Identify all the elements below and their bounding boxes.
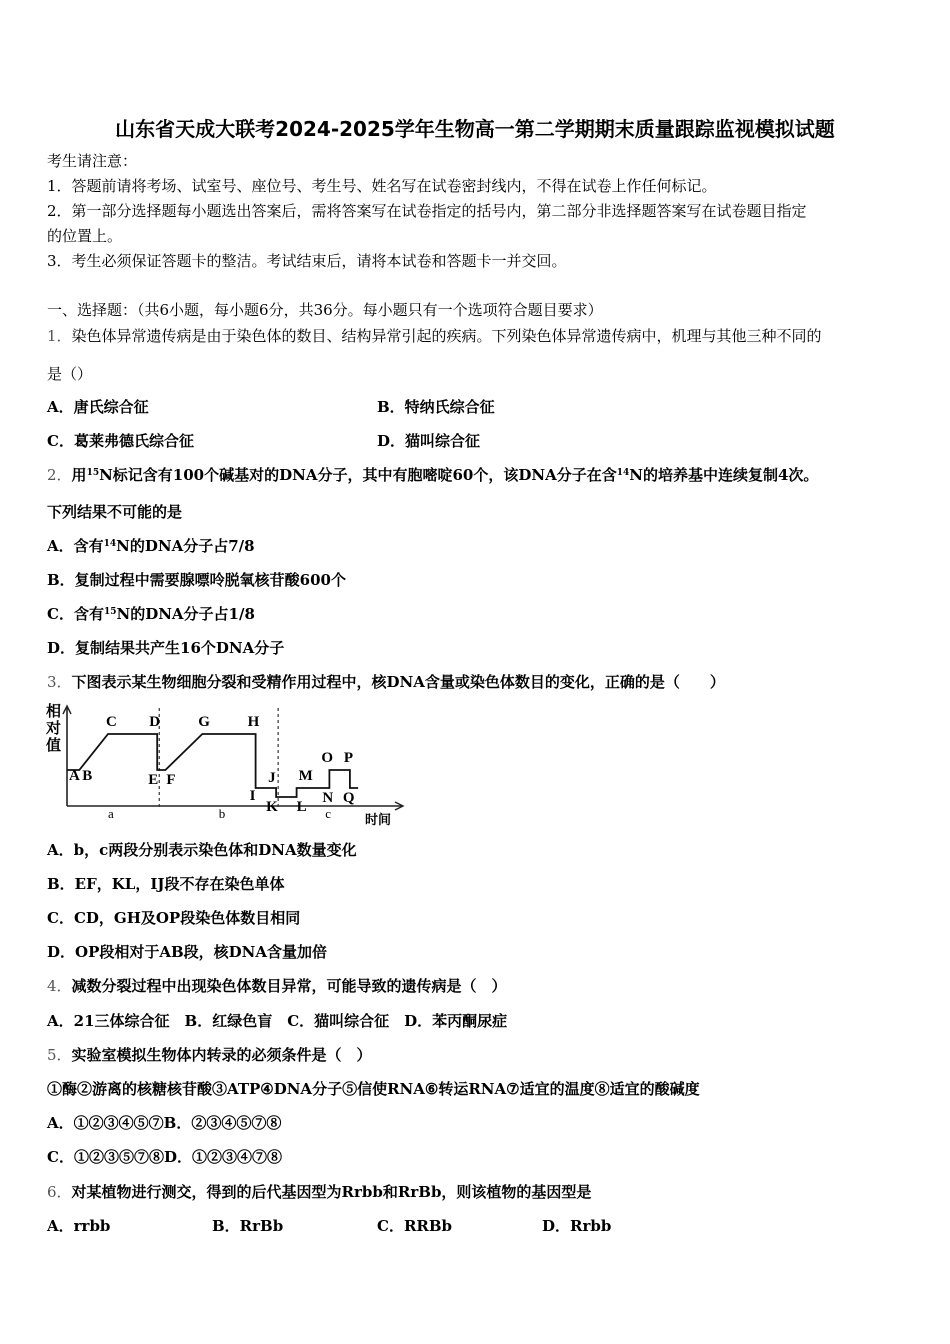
point-label-F: F bbox=[166, 772, 176, 788]
chart-series bbox=[67, 734, 358, 797]
option-c[interactable] bbox=[47, 604, 255, 624]
option-a[interactable]: A．唐氏综合征 bbox=[47, 398, 149, 416]
segment-label-a: a bbox=[108, 806, 114, 821]
x-axis-label: 时间 bbox=[365, 812, 392, 827]
options-row[interactable]: A．21三体综合征 B．红绿色盲 C．猫叫综合征 D．苯丙酮尿症 bbox=[47, 1012, 508, 1030]
option-d[interactable]: D．OP段相对于AB段，核DNA含量加倍 bbox=[47, 943, 328, 961]
segment-label-c: c bbox=[325, 806, 332, 821]
chart bbox=[40, 700, 410, 830]
option-b[interactable]: B．EF，KL，IJ段不存在染色单体 bbox=[47, 875, 285, 893]
y-axis-label-char: 对 bbox=[46, 721, 62, 737]
stem-part: N标记含有100个碱基对的DNA分子，其中有胞嘧啶60个，该DNA分子在含 bbox=[99, 466, 617, 484]
point-label-O: O bbox=[321, 750, 334, 766]
notice-item: 的位置上。 bbox=[47, 227, 123, 245]
options-row[interactable]: C．①②③⑤⑦⑧D．①②③④⑦⑧ bbox=[47, 1148, 282, 1166]
notice-item: 3．考生必须保证答题卡的整洁。考试结束后，请将本试卷和答题卡一并交回。 bbox=[47, 252, 567, 270]
segment-label-b: b bbox=[218, 806, 226, 821]
option-c[interactable]: C．CD，GH及OP段染色体数目相同 bbox=[47, 909, 301, 927]
option-a[interactable]: A．rrbb bbox=[47, 1217, 111, 1235]
option-d[interactable]: D．Rrbb bbox=[542, 1217, 612, 1235]
isotope-superscript: 14 bbox=[616, 468, 630, 478]
option-a[interactable] bbox=[47, 536, 255, 556]
question-2-stem bbox=[47, 465, 818, 485]
series-line bbox=[67, 734, 358, 797]
option-c[interactable]: C．RRBb bbox=[377, 1217, 453, 1235]
conditions-list: ①酶②游离的核糖核苷酸③ATP④DNA分子⑤信使RNA⑥转运RNA⑦适宜的温度⑧适宜的酸碱度 bbox=[47, 1080, 700, 1098]
option-d[interactable]: D．复制结果共产生16个DNA分子 bbox=[47, 639, 285, 657]
point-label-I: I bbox=[249, 788, 256, 804]
point-label-L: L bbox=[296, 799, 307, 815]
question-number: 5． bbox=[47, 1046, 72, 1064]
point-label-M: M bbox=[298, 768, 313, 784]
point-label-J: J bbox=[268, 770, 276, 786]
y-axis-label-char: 相 bbox=[46, 704, 62, 720]
page-title: 山东省天成大联考2024-2025学年生物高一第二学期期末质量跟踪监视模拟试题 bbox=[115, 117, 835, 141]
question-number: 1． bbox=[47, 327, 72, 345]
point-label-Q: Q bbox=[342, 790, 355, 806]
option-a[interactable]: A．b，c两段分别表示染色体和DNA数量变化 bbox=[47, 841, 357, 859]
option-d[interactable]: D．猫叫综合征 bbox=[377, 432, 481, 450]
point-label-A: A bbox=[69, 768, 80, 784]
option-b[interactable]: B．RrBb bbox=[212, 1217, 284, 1235]
option-text: N的DNA分子占1/8 bbox=[116, 605, 255, 623]
option-text: N的DNA分子占7/8 bbox=[116, 537, 255, 555]
point-label-D: D bbox=[149, 714, 161, 730]
option-b[interactable]: B．复制过程中需要腺嘌呤脱氧核苷酸600个 bbox=[47, 571, 346, 589]
option-text: A．含有 bbox=[47, 537, 104, 555]
question-text: 下图表示某生物细胞分裂和受精作用过程中，核DNA含量或染色体数目的变化，正确的是（ ） bbox=[71, 673, 725, 691]
question-4-stem bbox=[47, 976, 507, 996]
question-number: 2． bbox=[47, 466, 72, 484]
question-3-stem bbox=[47, 672, 725, 692]
isotope-superscript: 15 bbox=[103, 607, 117, 617]
question-5-stem bbox=[47, 1045, 372, 1065]
question-text: 对某植物进行测交，得到的后代基因型为Rrbb和RrBb，则该植物的基因型是 bbox=[71, 1183, 592, 1201]
options-row[interactable]: A．①②③④⑤⑦B．②③④⑤⑦⑧ bbox=[47, 1114, 282, 1132]
y-axis-label-char: 值 bbox=[46, 738, 62, 754]
point-label-H: H bbox=[247, 714, 260, 730]
question-text: 减数分裂过程中出现染色体数目异常，可能导致的遗传病是（ ） bbox=[71, 977, 507, 995]
section-heading: 一、选择题：（共6小题，每小题6分，共36分。每小题只有一个选项符合题目要求） bbox=[47, 301, 603, 319]
point-label-N: N bbox=[322, 790, 334, 806]
question-1-stem-cont: 是（） bbox=[47, 365, 93, 383]
option-c[interactable]: C．葛莱弗德氏综合征 bbox=[47, 432, 194, 450]
chart-labels bbox=[69, 714, 355, 821]
question-text: 染色体异常遗传病是由于染色体的数目、结构异常引起的疾病。下列染色体异常遗传病中，机理与其他三种不同的 bbox=[71, 327, 822, 345]
question-number: 3． bbox=[47, 673, 72, 691]
stem-part: 用 bbox=[71, 466, 87, 484]
notice-item: 2．第一部分选择题每小题选出答案后，需将答案写在试卷指定的括号内，第二部分非选择题答案写在试卷题目指定 bbox=[47, 202, 807, 220]
isotope-superscript: 15 bbox=[86, 468, 100, 478]
notice-heading: 考生请注意： bbox=[47, 152, 138, 170]
question-2-stem-cont: 下列结果不可能的是 bbox=[47, 503, 183, 521]
point-label-P: P bbox=[343, 750, 354, 766]
question-6-stem bbox=[47, 1182, 591, 1202]
stem-part: N的培养基中连续复制4次。 bbox=[629, 466, 819, 484]
option-b[interactable]: B．特纳氏综合征 bbox=[377, 398, 495, 416]
point-label-E: E bbox=[148, 772, 159, 788]
question-number: 4． bbox=[47, 977, 72, 995]
point-label-G: G bbox=[198, 714, 210, 730]
option-text: C．含有 bbox=[47, 605, 104, 623]
point-label-K: K bbox=[266, 799, 278, 815]
isotope-superscript: 14 bbox=[103, 539, 117, 549]
point-label-C: C bbox=[106, 714, 117, 730]
notice-item: 1．答题前请将考场、试室号、座位号、考生号、姓名写在试卷密封线内，不得在试卷上作任何标记。 bbox=[47, 177, 717, 195]
question-number: 6． bbox=[47, 1183, 72, 1201]
point-label-B: B bbox=[82, 768, 93, 784]
question-1-stem bbox=[47, 326, 822, 346]
question-text: 实验室模拟生物体内转录的必须条件是（ ） bbox=[71, 1046, 372, 1064]
